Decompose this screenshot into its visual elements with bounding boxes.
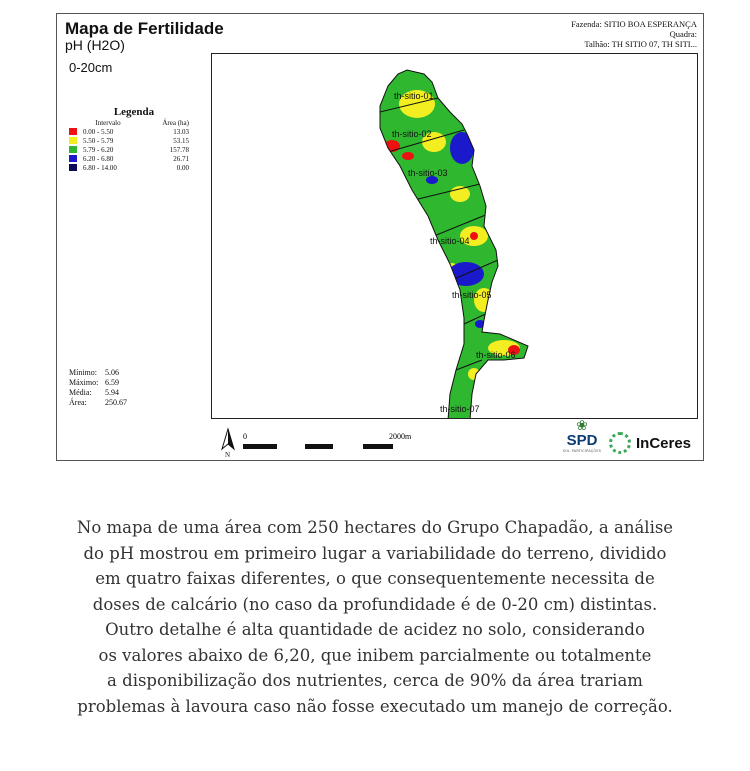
stat-row (69, 388, 127, 398)
legend-row (69, 127, 189, 136)
legend-area: 13.03 (173, 127, 189, 136)
article-paragraph (18, 515, 732, 719)
scale-end: 2000m (389, 432, 412, 441)
plot-label: th-sitio-01 (394, 91, 434, 101)
caption-line: No mapa de uma área com 250 hectares do Grupo Chapadão, a análise (76, 518, 674, 537)
legend-interval: 5.50 - 5.79 (83, 136, 114, 145)
legend-swatch (69, 155, 77, 162)
legend-interval: 6.20 - 6.80 (83, 154, 114, 163)
spd-wordmark: SPD (566, 432, 598, 449)
legend-row (69, 154, 189, 163)
legend-swatch (69, 164, 77, 171)
caption-line: em quatro faixas diferentes, o que consequentemente necessita de (95, 569, 655, 588)
inceres-logo (609, 429, 691, 457)
plot-label: Talhão: TH SITIO 07, TH SITI... (584, 39, 697, 49)
scale-segment (363, 444, 393, 449)
scale-bar (243, 432, 433, 456)
caption-line: os valores abaixo de 6,20, que inibem parcialmente ou totalmente (98, 645, 652, 665)
legend-col-area: Área (ha) (162, 119, 189, 127)
stat-value: 250.67 (105, 398, 127, 407)
scale-segment (305, 444, 333, 449)
north-arrow (219, 427, 237, 457)
legend-area: 26.71 (173, 154, 189, 163)
ph-zone-yellow (468, 368, 480, 380)
farm-name: Fazenda: SITIO BOA ESPERANÇA (571, 19, 697, 29)
legend-area: 157.78 (169, 145, 189, 154)
caption-line: problemas à lavoura caso não fosse executado um manejo de correção. (77, 696, 673, 716)
stat-label: Máximo: (69, 378, 99, 387)
map-legend (69, 106, 189, 172)
scale-start: 0 (243, 432, 247, 441)
map-canvas[interactable] (211, 53, 698, 419)
legend-interval: 0.00 - 5.50 (83, 127, 114, 136)
stat-label: Média: (69, 388, 92, 397)
stat-value: 6.59 (105, 378, 119, 387)
legend-swatch (69, 137, 77, 144)
spd-logo (561, 419, 603, 459)
inceres-wordmark: InCeres (636, 434, 692, 452)
stat-label: Área: (69, 398, 87, 407)
map-depth: 0-20cm (69, 60, 113, 75)
north-label: N (225, 451, 231, 457)
map-statistics (69, 368, 127, 408)
plot-label: th-sitio-05 (452, 290, 492, 300)
inceres-ring-icon (609, 432, 631, 454)
fertility-map-figure (56, 13, 704, 461)
north-arrow-icon (219, 427, 237, 457)
ph-zone-blue (450, 132, 474, 164)
farm-info (571, 19, 697, 49)
legend-interval: 6.80 - 14.00 (83, 163, 117, 172)
legend-swatch (69, 128, 77, 135)
block-label: Quadra: (669, 29, 697, 39)
legend-row (69, 163, 189, 172)
legend-area: 0.00 (176, 163, 189, 172)
ph-zone-red (402, 152, 414, 160)
field-map (212, 54, 698, 419)
spd-subtitle: SOL PARTICIPAÇÕES (562, 449, 602, 453)
caption-line: doses de calcário (no caso da profundidade é de 0-20 cm) distintas. (92, 594, 658, 614)
plot-label: th-sitio-02 (392, 129, 432, 139)
scale-segment (243, 444, 277, 449)
plot-label: th-sitio-04 (430, 236, 470, 246)
legend-title: Legenda (113, 106, 155, 118)
stat-row (69, 368, 127, 378)
legend-swatch (69, 146, 77, 153)
caption-line: Outro detalhe é alta quantidade de acidez no solo, considerando (105, 620, 645, 639)
stat-row (69, 378, 127, 388)
legend-area: 53.15 (173, 136, 189, 145)
map-title: Mapa de Fertilidade (65, 19, 224, 38)
legend-col-interval: Intervalo (95, 119, 121, 127)
spd-leaf-icon: ❀ (576, 418, 588, 434)
ph-zone-red (470, 232, 478, 240)
legend-interval: 5.79 - 6.20 (83, 145, 114, 154)
caption-line: do pH mostrou em primeiro lugar a variabilidade do terreno, dividido (83, 543, 667, 563)
plot-label: th-sitio-07 (440, 404, 480, 414)
map-attribute: pH (H2O) (65, 37, 125, 53)
stat-value: 5.06 (105, 368, 119, 377)
legend-row (69, 145, 189, 154)
caption-line: a disponibilização dos nutrientes, cerca de 90% da área trariam (107, 671, 643, 690)
plot-label: th-sitio-03 (408, 168, 448, 178)
stat-value: 5.94 (105, 388, 119, 397)
ph-zone-red (384, 140, 400, 152)
legend-header (69, 119, 189, 127)
legend-row (69, 136, 189, 145)
stat-label: Mínimo: (69, 368, 98, 377)
stat-row (69, 398, 127, 408)
plot-label: th-sitio-06 (476, 350, 516, 360)
